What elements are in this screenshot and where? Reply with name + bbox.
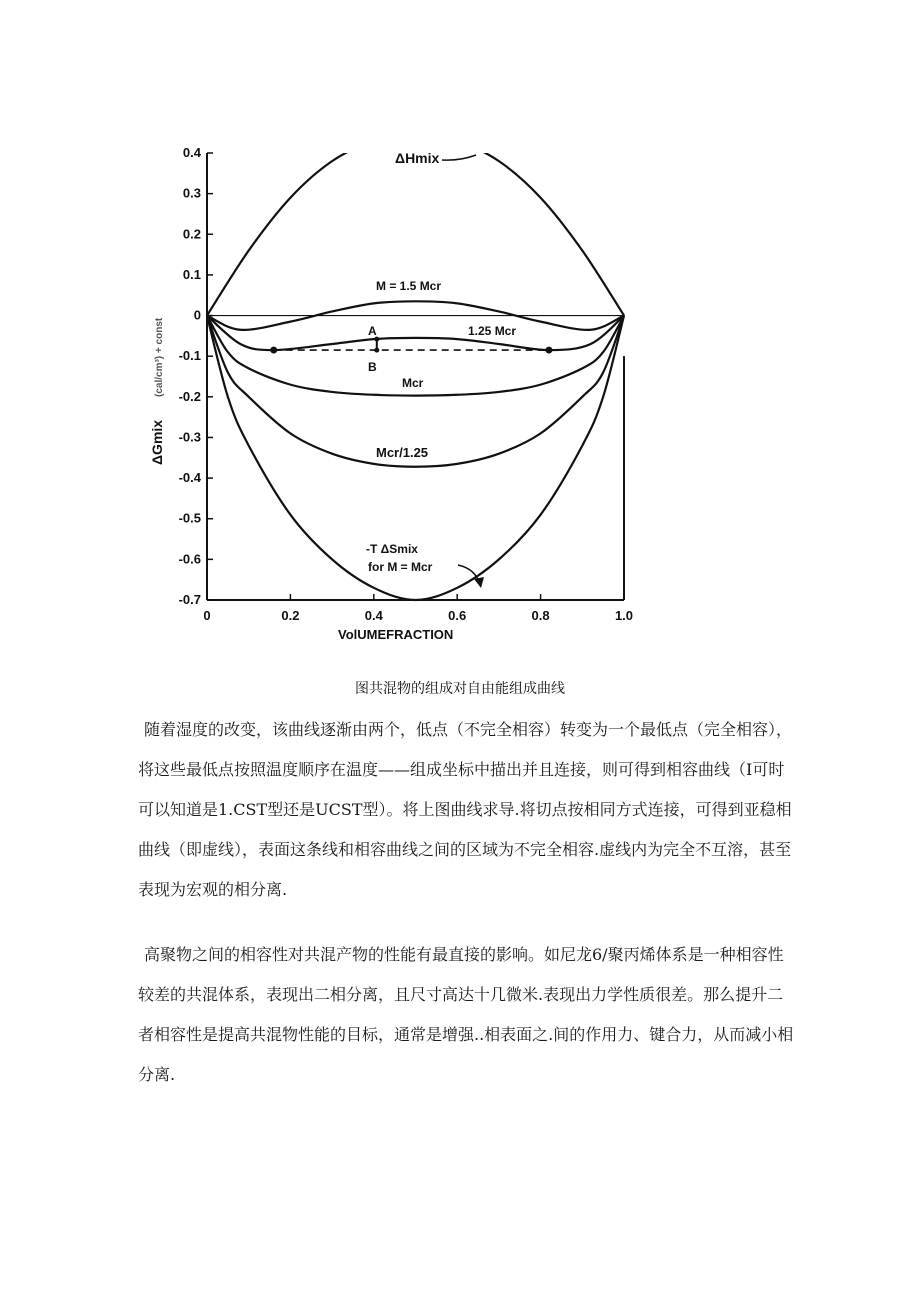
delta-h-leader xyxy=(442,155,476,160)
paragraph-2 xyxy=(138,935,798,1095)
x-axis-label: VolUMEFRACTION xyxy=(338,627,454,642)
y-tick-label: 0.1 xyxy=(182,266,201,282)
label-m-1-5-mcr: M = 1.5 Mcr xyxy=(376,279,442,293)
phase-diagram-figure xyxy=(140,135,640,655)
label-1-25-mcr: 1.25 Mcr xyxy=(468,324,517,338)
y-tick-label: -0.5 xyxy=(178,510,201,526)
y-tick-label: -0.7 xyxy=(178,592,201,607)
label-point-a: A xyxy=(368,324,377,338)
figure-caption: 图共混物的组成对自由能组成曲线 xyxy=(355,681,565,697)
x-tick-label: 0.2 xyxy=(281,608,300,623)
y-tick-label: 0.3 xyxy=(182,185,201,201)
y-tick-label: 0.2 xyxy=(182,226,201,242)
x-tick-label: 1.0 xyxy=(614,608,634,623)
chart-annotations xyxy=(149,150,516,642)
tangent-point xyxy=(270,347,277,354)
y-tick-label: 0.4 xyxy=(182,145,201,160)
y-axis-label-extra: (cal/cm³) + const xyxy=(154,317,165,397)
y-tick-label: -0.4 xyxy=(178,470,201,486)
label-mcr: Mcr xyxy=(402,376,424,390)
point-b-marker xyxy=(374,348,379,353)
y-tick-label: -0.6 xyxy=(178,551,201,567)
series-line-2 xyxy=(207,316,624,351)
y-tick-label: -0.1 xyxy=(178,348,201,364)
y-tick-label: -0.3 xyxy=(178,429,201,445)
chart-svg xyxy=(140,135,640,655)
paragraph-1-text: 随着湿度的改变，该曲线逐渐由两个，低点（不完全相容）转变为一个最低点（完全相容），将这些最低点按照温度顺序在温度——组成坐标中描出并且连接，则可得到相容曲线（I可时可以知道是1.CST型还是UCST型）。将上图曲线求导.将切点按相同方式连接，可得到亚稳相曲线（即虚线），表面这条线和相容曲线之间的区域为不完全相容.虚线内为完全不互溶，甚至表现为宏观的相分离. xyxy=(138,720,793,899)
tangent-point xyxy=(545,347,552,354)
x-tick-label: 0.8 xyxy=(531,608,550,623)
x-tick-label: 0.6 xyxy=(448,608,467,623)
paragraph-1 xyxy=(138,710,798,910)
y-tick-label: -0.2 xyxy=(178,388,201,404)
label-point-b: B xyxy=(368,360,377,374)
x-tick-label: 0.4 xyxy=(364,608,383,623)
label-delta-h-mix: ΔHmix xyxy=(395,150,440,166)
annotation-arrow-head xyxy=(474,577,484,588)
label-t-delta-s-mix: -T ΔSmix xyxy=(366,542,418,556)
paragraph-2-text: 高聚物之间的相容性对共混产物的性能有最直接的影响。如尼龙6/聚丙烯体系是一种相容性较差的共混体系，表现出二相分离，且尺寸高达十几微米.表现出力学性质很差。那么提升二者相容性是提高共混物性能的目标，通常是增强..相表面之.间的作用力、键合力，从而减小相分离. xyxy=(138,945,794,1084)
label-for-m-equals-mcr: for M = Mcr xyxy=(368,560,433,574)
chart-series xyxy=(207,135,624,600)
y-axis-label: ΔGmix xyxy=(149,419,165,465)
x-tick-label: 0 xyxy=(203,608,211,623)
label-mcr-over-1-25: Mcr/1.25 xyxy=(376,445,429,460)
y-tick-label: 0 xyxy=(193,307,201,323)
